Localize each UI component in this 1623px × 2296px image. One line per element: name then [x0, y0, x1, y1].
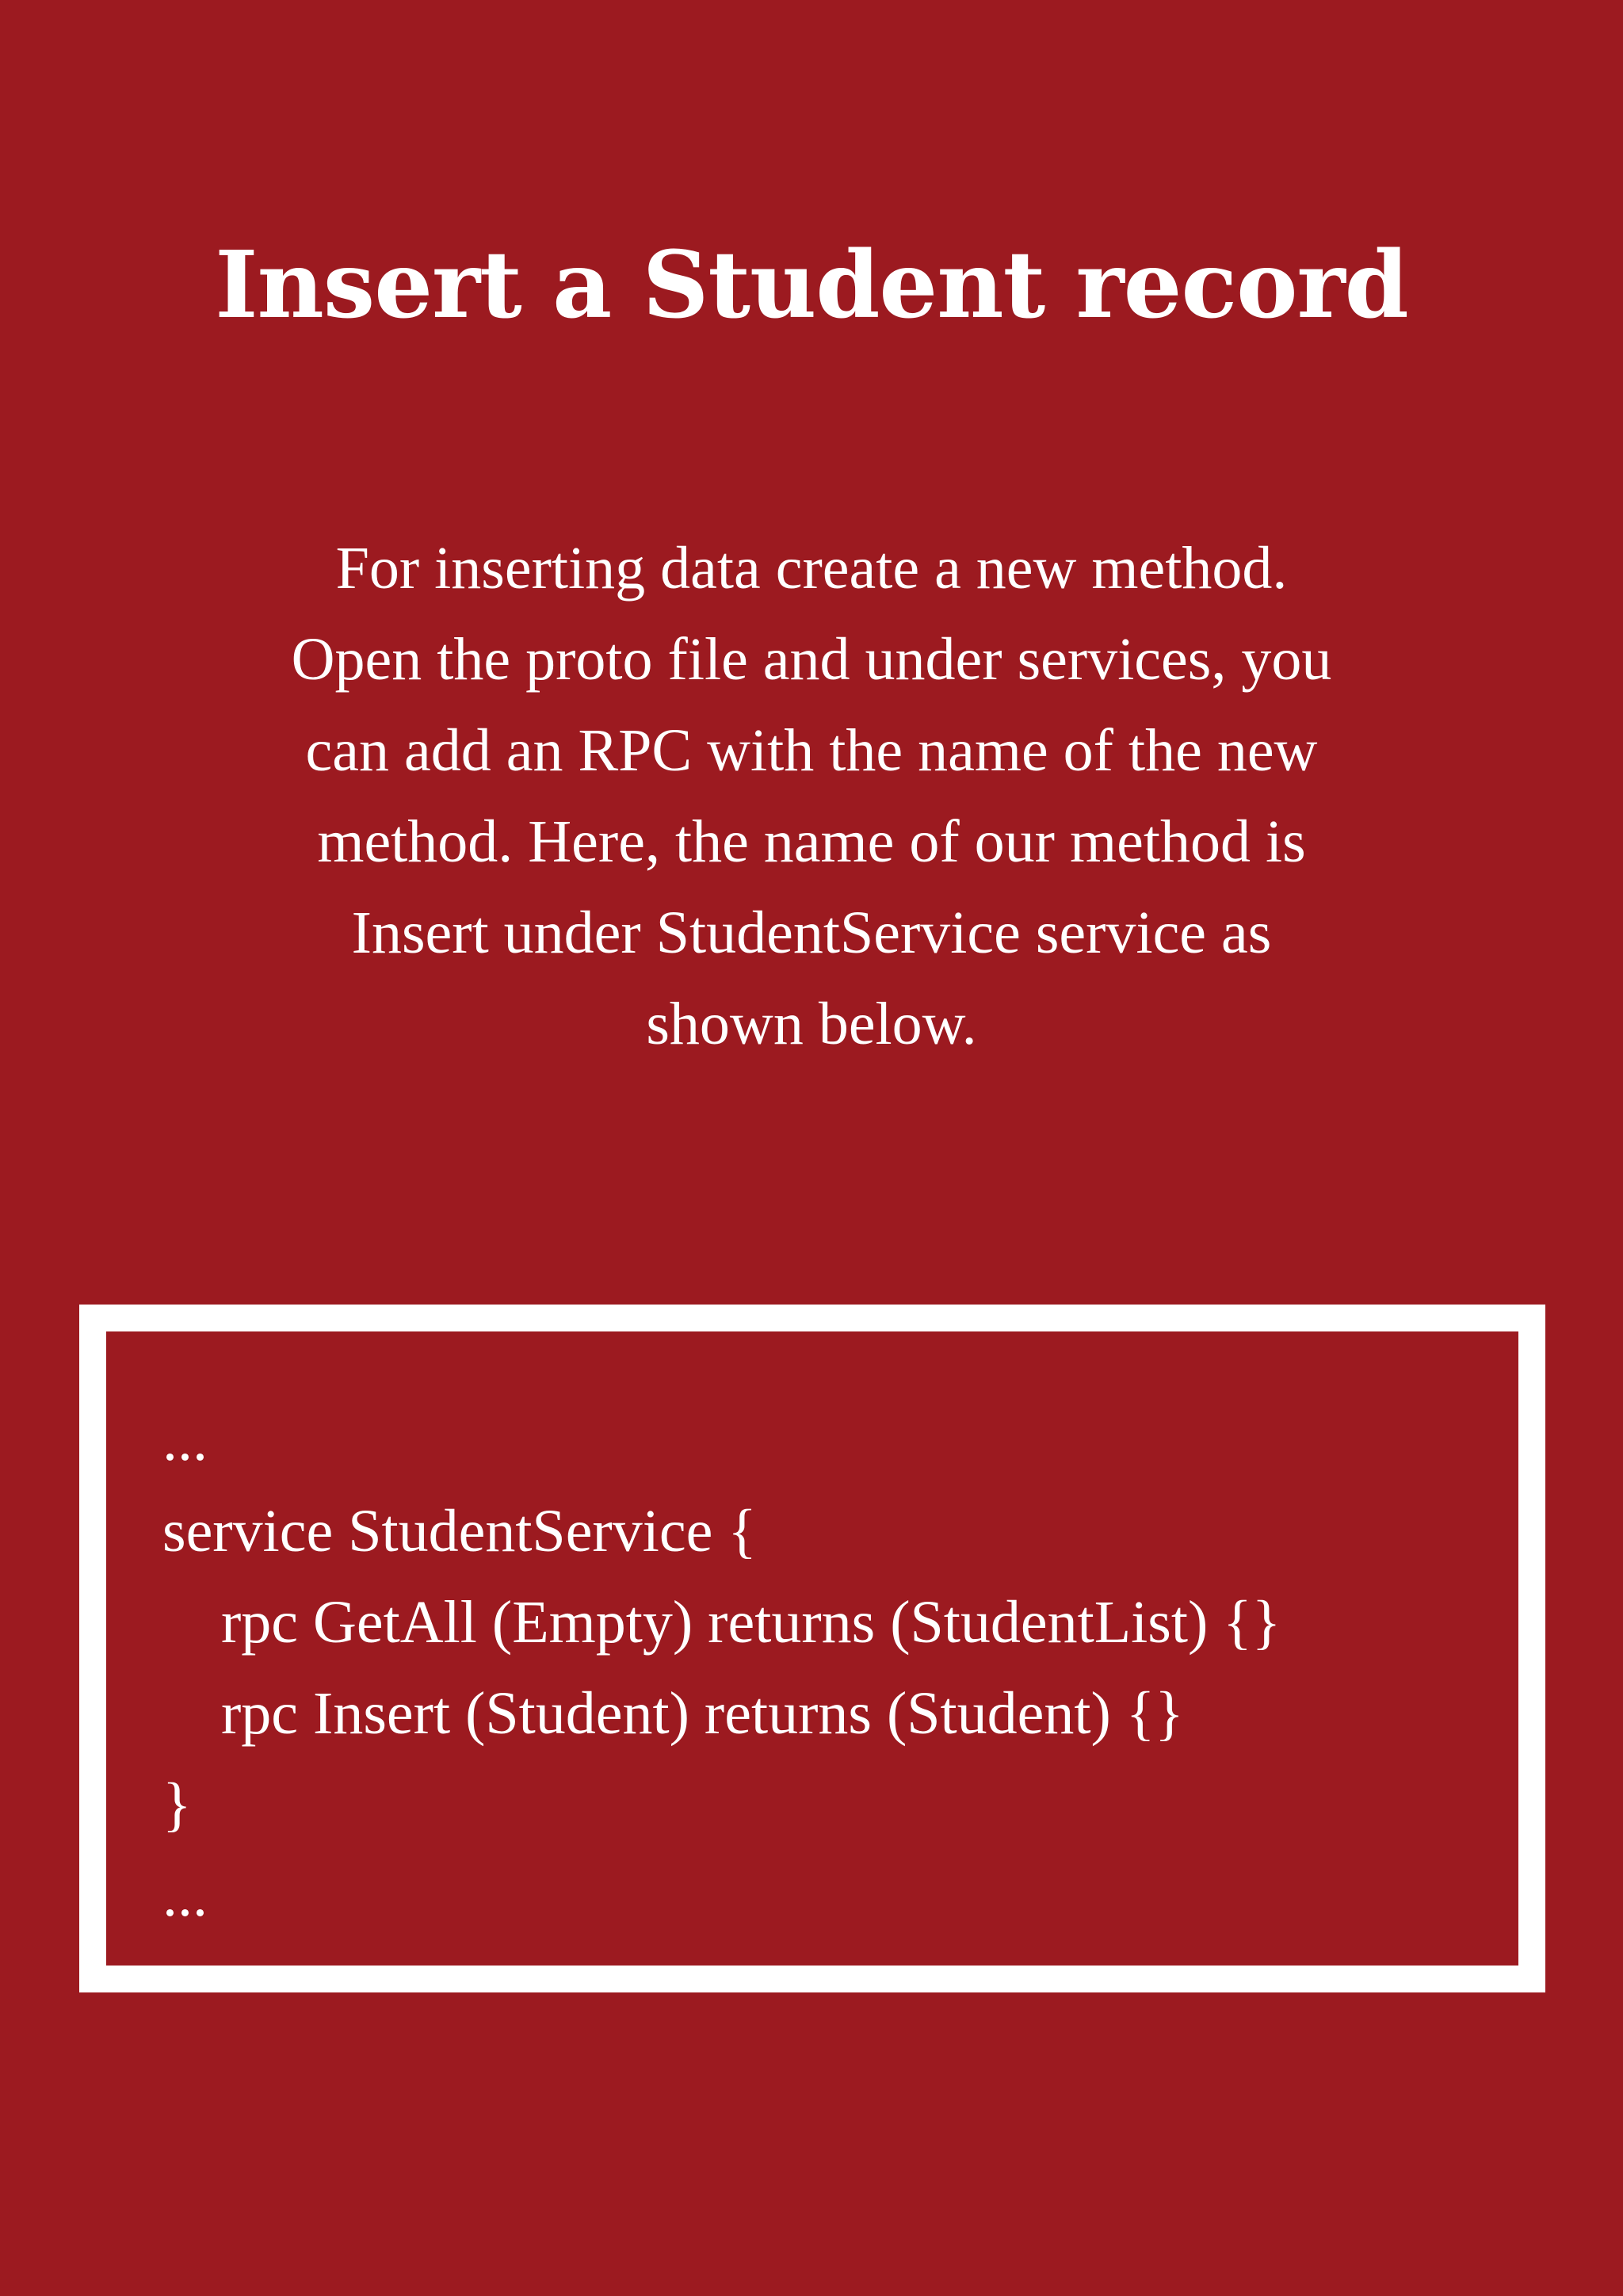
description-line: Insert under StudentService service as — [351, 900, 1272, 966]
code-line-service-close: } — [162, 1771, 192, 1838]
code-line-rpc-getall: rpc GetAll (Empty) returns (StudentList) {} — [221, 1589, 1281, 1656]
code-line-ellipsis-bottom: ... — [162, 1862, 208, 1929]
code-snippet — [162, 1395, 1510, 1942]
description-line: shown below. — [646, 991, 977, 1057]
code-line-ellipsis-top: ... — [162, 1407, 208, 1473]
description-line: Open the proto file and under services, you — [291, 626, 1332, 693]
description-line: can add an RPC with the name of the new — [305, 717, 1318, 784]
code-line-rpc-insert: rpc Insert (Student) returns (Student) {} — [221, 1680, 1184, 1747]
code-line-service-open: service StudentService { — [162, 1498, 757, 1564]
page-title: Insert a Student record — [215, 231, 1408, 339]
description-line: method. Here, the name of our method is — [317, 808, 1306, 875]
description-line: For inserting data create a new method. — [335, 535, 1288, 602]
description-paragraph — [143, 523, 1480, 1070]
